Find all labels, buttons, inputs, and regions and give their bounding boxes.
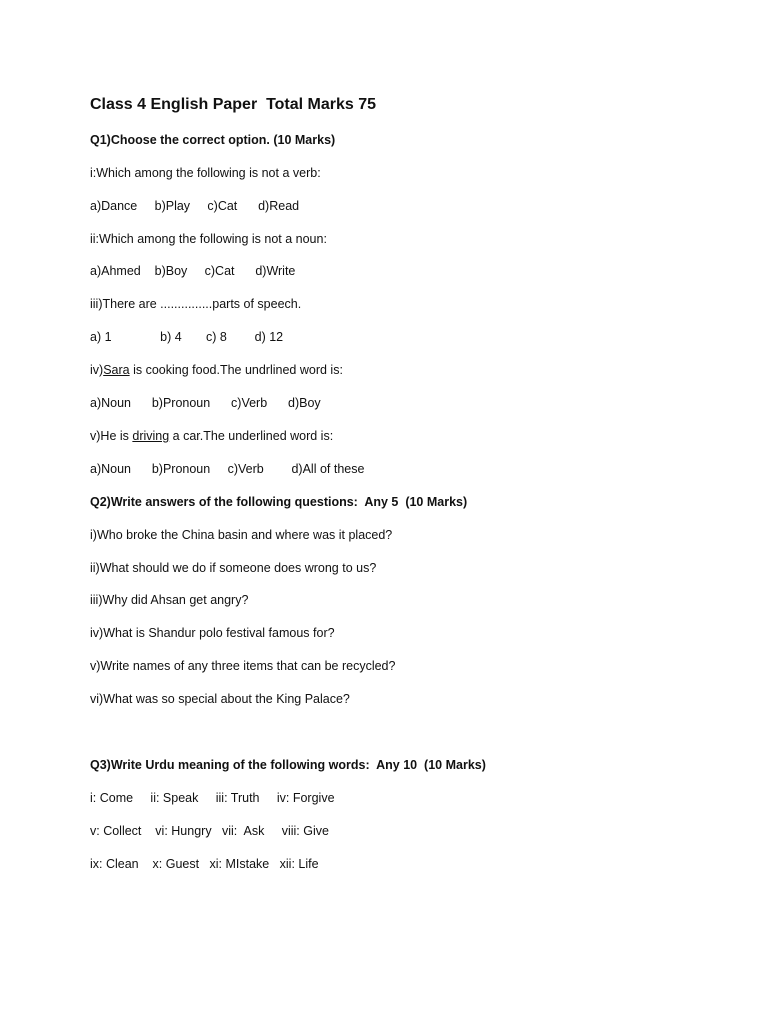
q2-question-3: iii)Why did Ahsan get angry? bbox=[90, 593, 249, 607]
q3-heading: Q3)Write Urdu meaning of the following words: Any 10 (10 Marks) bbox=[90, 758, 486, 772]
q1-question-4-underlined-word: Sara bbox=[103, 363, 130, 377]
q1-question-3: iii)There are ...............parts of speech. bbox=[90, 297, 302, 311]
q2-heading: Q2)Write answers of the following questions: Any 5 (10 Marks) bbox=[90, 495, 468, 509]
q2-question-5: v)Write names of any three items that can be recycled? bbox=[90, 659, 396, 673]
q2-question-2: ii)What should we do if someone does wrong to us? bbox=[90, 561, 377, 575]
q1-question-5-suffix: a car.The underlined word is: bbox=[169, 429, 334, 443]
q2-question-1: i)Who broke the China basin and where was it placed? bbox=[90, 528, 393, 542]
q1-question-4 bbox=[90, 362, 343, 378]
q1-options-4: a)Noun b)Pronoun c)Verb d)Boy bbox=[90, 396, 321, 410]
q2-question-6: vi)What was so special about the King Palace? bbox=[90, 692, 350, 706]
q1-question-2: ii:Which among the following is not a noun: bbox=[90, 232, 327, 246]
q1-question-4-prefix: iv) bbox=[90, 363, 104, 377]
q1-question-5-prefix: v)He is bbox=[90, 429, 133, 443]
q1-options-3: a) 1 b) 4 c) 8 d) 12 bbox=[90, 330, 284, 344]
q1-options-5: a)Noun b)Pronoun c)Verb d)All of these bbox=[90, 462, 365, 476]
q1-options-1: a)Dance b)Play c)Cat d)Read bbox=[90, 199, 300, 213]
q1-options-2: a)Ahmed b)Boy c)Cat d)Write bbox=[90, 264, 296, 278]
paper-title: Class 4 English Paper Total Marks 75 bbox=[90, 96, 377, 113]
q1-question-5 bbox=[90, 428, 333, 444]
q1-heading: Q1)Choose the correct option. (10 Marks) bbox=[90, 133, 336, 147]
q3-words-line-2: v: Collect vi: Hungry vii: Ask viii: Give bbox=[90, 824, 329, 838]
q2-question-4: iv)What is Shandur polo festival famous for? bbox=[90, 626, 335, 640]
q3-words-line-3: ix: Clean x: Guest xi: MIstake xii: Life bbox=[90, 857, 319, 871]
q3-words-line-1: i: Come ii: Speak iii: Truth iv: Forgive bbox=[90, 791, 335, 805]
q1-question-4-suffix: is cooking food.The undrlined word is: bbox=[129, 363, 343, 377]
q1-question-1: i:Which among the following is not a verb: bbox=[90, 166, 321, 180]
q1-question-5-underlined-word: driving bbox=[132, 429, 170, 443]
